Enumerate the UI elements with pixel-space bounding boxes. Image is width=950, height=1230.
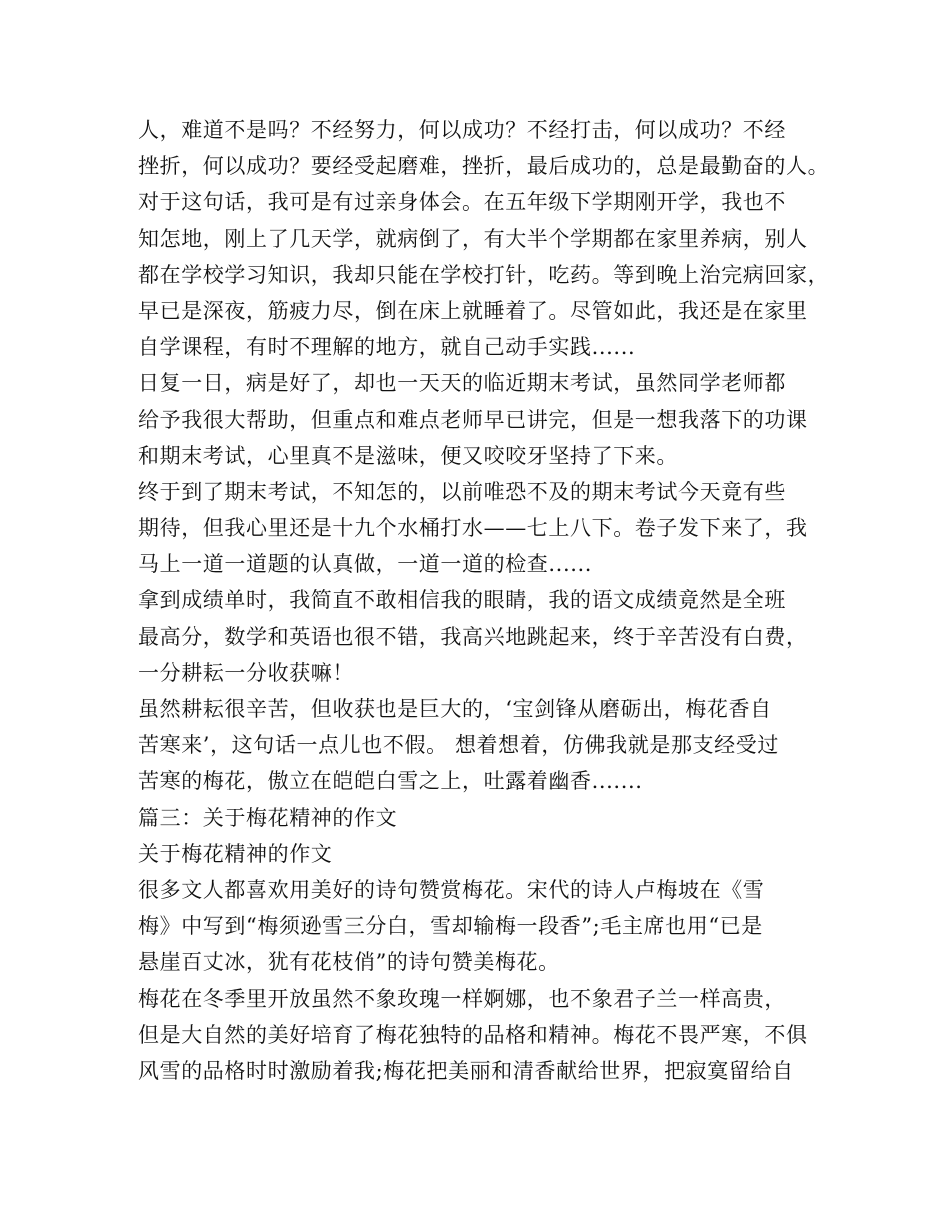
text-line: 对于这句话，我可是有过亲身体会。在五年级下学期刚开学，我也不: [138, 190, 786, 215]
text-line: 期待，但我心里还是十九个水桶打水——七上八下。卷子发下来了，我: [138, 516, 808, 541]
text-line: 终于到了期末考试，不知怎的，以前唯恐不及的期末考试今天竟有些: [138, 479, 786, 504]
text-line: 拿到成绩单时，我简直不敢相信我的眼睛，我的语文成绩竟然是全班: [138, 588, 786, 613]
text-line: 自学课程，有时不理解的地方，就自己动手实践......: [138, 335, 636, 360]
text-line: 给予我很大帮助，但重点和难点老师早已讲完，但是一想我落下的功课: [138, 407, 808, 432]
text-line: 一分耕耘一分收获嘛！: [138, 660, 354, 685]
text-line: 很多文人都喜欢用美好的诗句赞赏梅花。宋代的诗人卢梅坡在《雪: [138, 877, 765, 902]
text-line: 梅》中写到“梅须逊雪三分白，雪却输梅一段香”;毛主席也用“已是: [138, 914, 763, 939]
text-line: 挫折，何以成功？要经受起磨难，挫折，最后成功的，总是最勤奋的人。: [138, 154, 830, 179]
text-line: 梅花在冬季里开放虽然不象玫瑰一样婀娜，也不象君子兰一样高贵，: [138, 986, 786, 1011]
section-heading: 篇三：关于梅花精神的作文: [138, 805, 398, 830]
text-line: 苦寒的梅花，傲立在皑皑白雪之上，吐露着幽香.......: [138, 769, 643, 794]
article-title: 关于梅花精神的作文: [138, 841, 333, 866]
text-line: 都在学校学习知识，我却只能在学校打针，吃药。等到晚上治完病回家，: [138, 262, 830, 287]
document-body: [138, 112, 830, 1089]
text-line: 最高分，数学和英语也很不错，我高兴地跳起来，终于辛苦没有白费，: [138, 624, 808, 649]
text-line: 虽然耕耘很辛苦，但收获也是巨大的，‘宝剑锋从磨砺出，梅花香自: [138, 697, 772, 721]
text-line: 早已是深夜，筋疲力尽，倒在床上就睡着了。尽管如此，我还是在家里: [138, 298, 808, 323]
text-line: 但是大自然的美好培育了梅花独特的品格和精神。梅花不畏严寒，不俱: [138, 1022, 808, 1047]
text-line: 知怎地，刚上了几天学，就病倒了，有大半个学期都在家里养病，别人: [138, 226, 808, 251]
text-line: 风雪的品格时时激励着我;梅花把美丽和清香献给世界，把寂寞留给自: [138, 1058, 794, 1083]
text-line: 人，难道不是吗？不经努力，何以成功？不经打击，何以成功？不经: [138, 118, 786, 142]
text-line: 马上一道一道题的认真做，一道一道的检查......: [138, 552, 593, 577]
text-line: 和期末考试，心里真不是滋味，便又咬咬牙坚持了下来。: [138, 443, 678, 468]
text-line: 日复一日，病是好了，却也一天天的临近期末考试，虽然同学老师都: [138, 371, 786, 396]
text-line: 悬崖百丈冰，犹有花枝俏”的诗句赞美梅花。: [138, 950, 560, 975]
text-line: 苦寒来’，这句话一点儿也不假。 想着想着，仿佛我就是那支经受过: [138, 733, 779, 758]
